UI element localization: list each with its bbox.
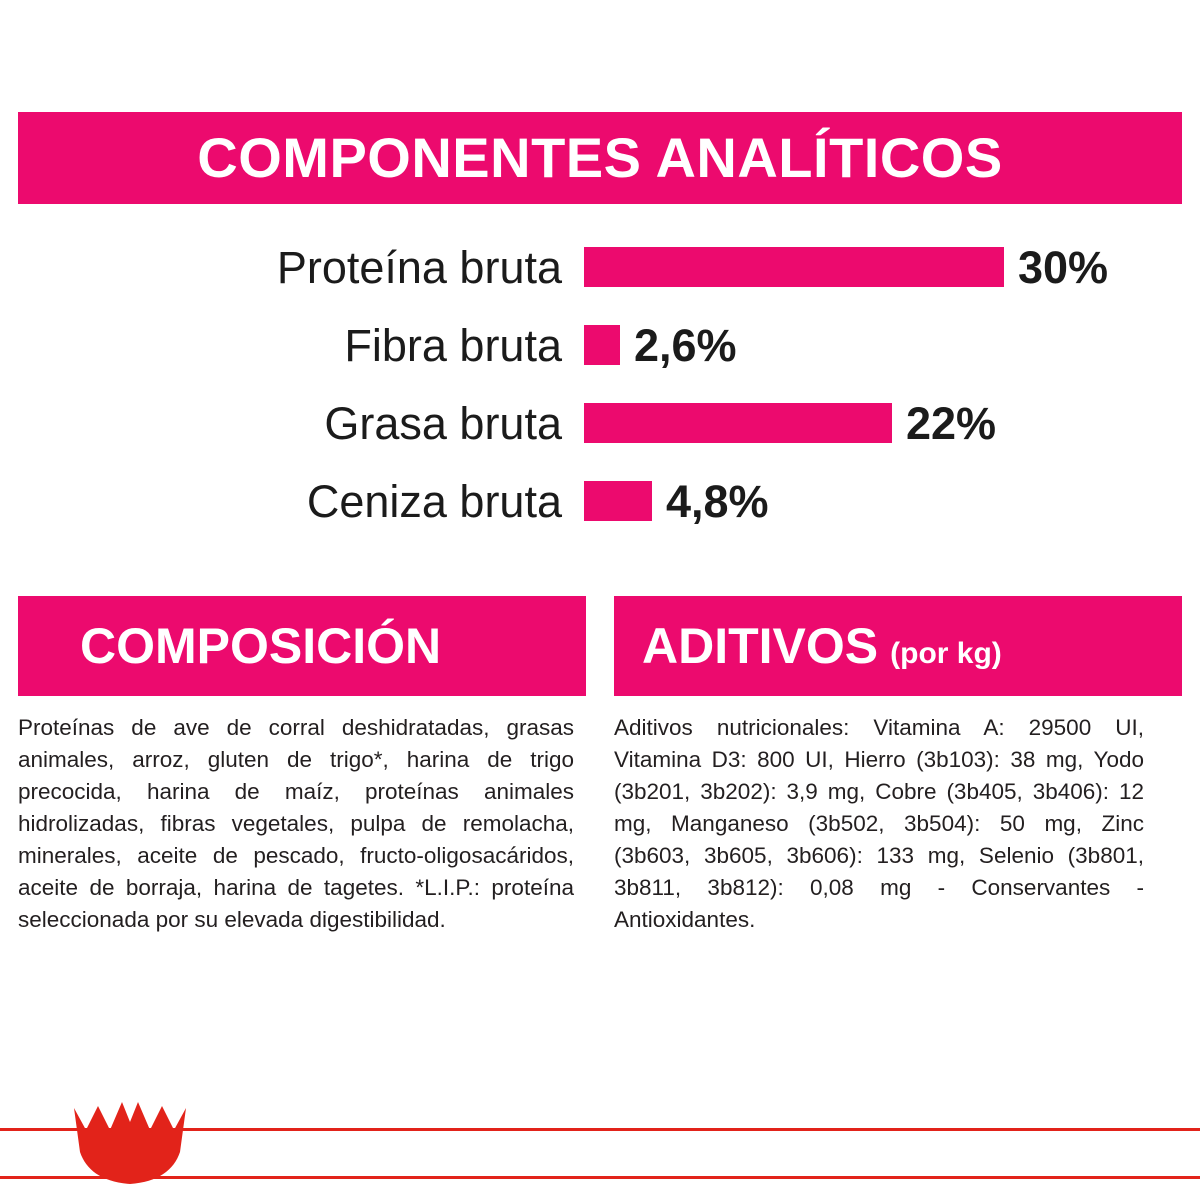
- chart-row-label: Grasa bruta: [324, 397, 562, 449]
- analytical-components-chart: [18, 228, 1182, 540]
- chart-row-bar-group: [584, 319, 737, 371]
- chart-row-value: 22%: [906, 397, 997, 449]
- additives-title: ADITIVOS: [642, 618, 879, 674]
- analytical-components-header: [18, 112, 1182, 204]
- chart-row-bar-group: [584, 397, 997, 449]
- detail-columns: [18, 596, 1182, 936]
- royal-canin-crown-logo-icon: [70, 1100, 190, 1186]
- chart-bar: [584, 403, 892, 443]
- additives-header: [614, 596, 1182, 696]
- composition-title: COMPOSICIÓN: [80, 618, 442, 674]
- chart-row-label: Proteína bruta: [276, 241, 562, 293]
- composition-header: [18, 596, 586, 696]
- chart-bar: [584, 325, 620, 365]
- chart-bar: [584, 481, 652, 521]
- composition-text: Proteínas de ave de corral deshidratadas, grasas animales, arroz, gluten de trigo*, harina de trigo precocida, harina de maíz, proteínas animales hidrolizadas, fibras vegetales, pulpa de remolacha, minerales, aceite de pescado, fructo-oligosacáridos, aceite de borraja, harina de tagetes. *L.I.P.: proteína seleccionada por su elevada digestibilidad.: [18, 715, 574, 932]
- chart-row-value: 30%: [1018, 241, 1109, 293]
- chart-bar: [584, 247, 1004, 287]
- additives-subtitle: (por kg): [890, 637, 1002, 670]
- additives-text: Aditivos nutricionales: Vitamina A: 29500 UI, Vitamina D3: 800 UI, Hierro (3b103): 38 mg, Yodo (3b201, 3b202): 3,9 mg, Cobre (3b405, 3b406): 12 mg, Manganeso (3b502, 3b504): 50 mg, Zinc (3b603, 3b605, 3b606): 133 mg, Selenio (3b801, 3b811, 3b812): 0,08 mg - Conservantes - Antioxidantes.: [614, 715, 1144, 932]
- page-title: COMPONENTES ANALÍTICOS: [197, 126, 1003, 189]
- additives-column: [614, 596, 1182, 936]
- chart-row: [18, 306, 1182, 384]
- composition-column: [18, 596, 586, 936]
- chart-row-label: Ceniza bruta: [306, 475, 562, 527]
- chart-row-bar-group: [584, 475, 769, 527]
- chart-row: [18, 228, 1182, 306]
- chart-row: [18, 462, 1182, 540]
- chart-row-bar-group: [584, 241, 1109, 293]
- chart-row-value: 2,6%: [634, 319, 737, 371]
- chart-row-label: Fibra bruta: [344, 319, 562, 371]
- chart-row: [18, 384, 1182, 462]
- chart-row-value: 4,8%: [666, 475, 769, 527]
